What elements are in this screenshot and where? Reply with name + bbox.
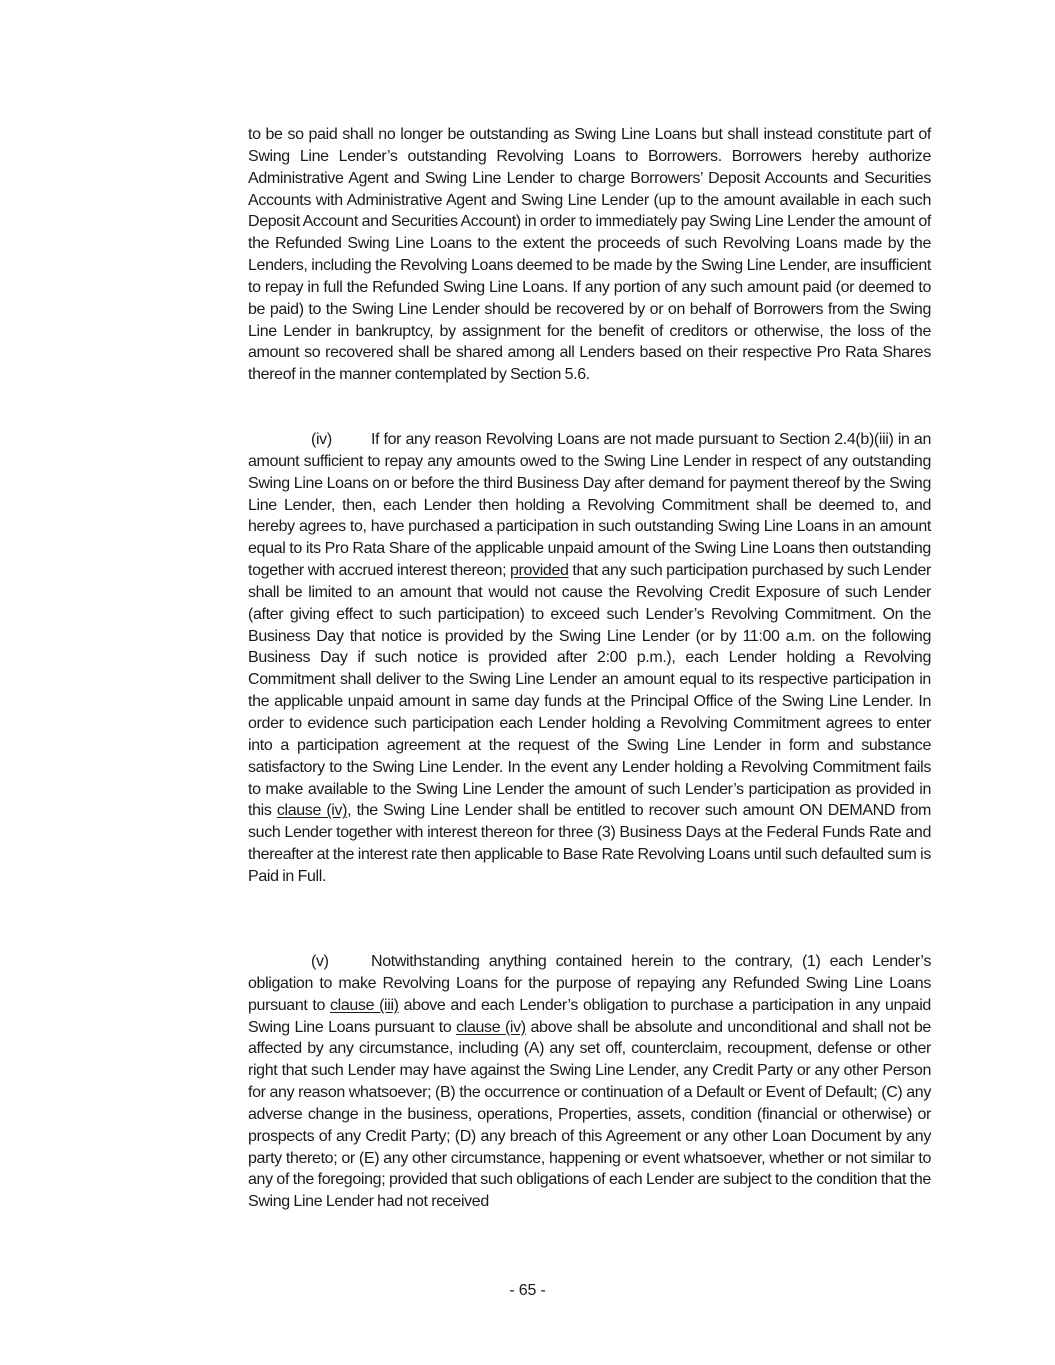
paragraph-continuation bbox=[248, 124, 931, 386]
paragraph-clause-v bbox=[248, 951, 931, 1213]
clause-text-part3: , the Swing Line Lender shall be entitled to recover such amount ON DEMAND from such Lender together with interest thereon for three (3) Business Days at the Federal Funds Rate and thereafter at the interest rate then applicable to Base Rate Revolving Loans until such defaulted sum is Paid in Full. bbox=[248, 802, 931, 885]
clause-text-part2: above and each Lender’s obligation to purchase a participation in any unpaid Swing Line Loans pursuant to bbox=[248, 996, 931, 1036]
clause-text-part2: that any such participation purchased by such Lender shall be limited to an amount that would not cause the Revolving Credit Exposure of such Lender (after giving effect to such participation) to exceed such Lender’s Revolving Commitment. On the Business Day that notice is provided by the Swing Line Lender (or by 11:00 a.m. on the following Business Day if such notice is provided after 2:00 p.m.), each Lender holding a Revolving Commitment shall deliver to the Swing Line Lender an amount equal to its respective participation in the applicable unpaid amount in same day funds at the Principal Office of the Swing Line Lender. In order to evidence such participation each Lender holding a Revolving Commitment agrees to enter into a participation agreement at the request of the Swing Line Lender in form and substance satisfactory to the Swing Line Lender. In the event any Lender holding a Revolving Commitment fails to make available to the Swing Line Lender the amount of such Lender’s participation as provided in this bbox=[248, 562, 931, 820]
clause-text-part3: above shall be absolute and unconditional and shall not be affected by any circumstance, including (A) any set off, counterclaim, recoupment, defense or other right that such Lender may have against the Swing Line Lender, any Credit Party or any other Person for any reason whatsoever; (B) the occurrence or continuation of a Default or Event of Default; (C) any adverse change in the business, operations, Properties, assets, condition (financial or otherwise) or prospects of any Credit Party; (D) any breach of this Agreement or any other Loan Document by any party thereto; or (E) any other circumstance, happening or event whatsoever, whether or not similar to any of the foregoing; provided that such obligations of each Lender are subject to the condition that the Swing Line Lender had not received bbox=[248, 1018, 931, 1211]
clause-iv-reference: clause (iv) bbox=[276, 802, 348, 820]
clause-text-part1: Notwithstanding anything contained herein to the contrary, (1) each Lender’s obligation to make Revolving Loans for the purpose of repaying any Refunded Swing Line Loans pursuant to bbox=[248, 953, 931, 1014]
paragraph-clause-iv bbox=[248, 429, 931, 888]
clause-number: (iv) bbox=[311, 431, 332, 448]
provided-term: provided bbox=[510, 562, 569, 580]
clause-iii-reference: clause (iii) bbox=[329, 996, 399, 1014]
page-number: - 65 - bbox=[509, 1282, 546, 1299]
clause-iv-reference: clause (iv) bbox=[456, 1018, 526, 1036]
clause-text-part1: If for any reason Revolving Loans are not made pursuant to Section 2.4(b)(iii) in an amount sufficient to repay any amounts owed to the Swing Line Lender in respect of any outstanding Swing Line Loans on or before the third Business Day after demand for payment thereof by the Swing Line Lender, then, each Lender then holding a Revolving Commitment shall be deemed to, and hereby agrees to, have purchased a participation in such outstanding Swing Line Loans in an amount equal to its Pro Rata Share of the applicable unpaid amount of the Swing Line Loans then outstanding together with accrued interest thereon; bbox=[248, 431, 931, 580]
paragraph-text: to be so paid shall no longer be outstanding as Swing Line Loans but shall instead constitute part of Swing Line Lender’s outstanding Revolving Loans to Borrowers. Borrowers hereby authorize Administrative Agent and Swing Line Lender to charge Borrowers’ Deposit Accounts and Securities Accounts with Administrative Agent and Swing Line Lender (up to the amount available in each such Deposit Account and Securities Account) in order to immediately pay Swing Line Lender the amount of the Refunded Swing Line Loans to the extent the proceeds of such Revolving Loans made by the Lenders, including the Revolving Loans deemed to be made by the Swing Line Lender, are insufficient to repay in full the Refunded Swing Line Loans. If any portion of any such amount paid (or deemed to be paid) to the Swing Line Lender should be recovered by or on behalf of Borrowers from the Swing Line Lender in bankruptcy, by assignment for the benefit of creditors or otherwise, the loss of the amount so recovered shall be shared among all Lenders based on their respective Pro Rata Shares thereof in the manner contemplated by Section 5.6. bbox=[248, 126, 931, 384]
clause-number: (v) bbox=[311, 953, 329, 970]
